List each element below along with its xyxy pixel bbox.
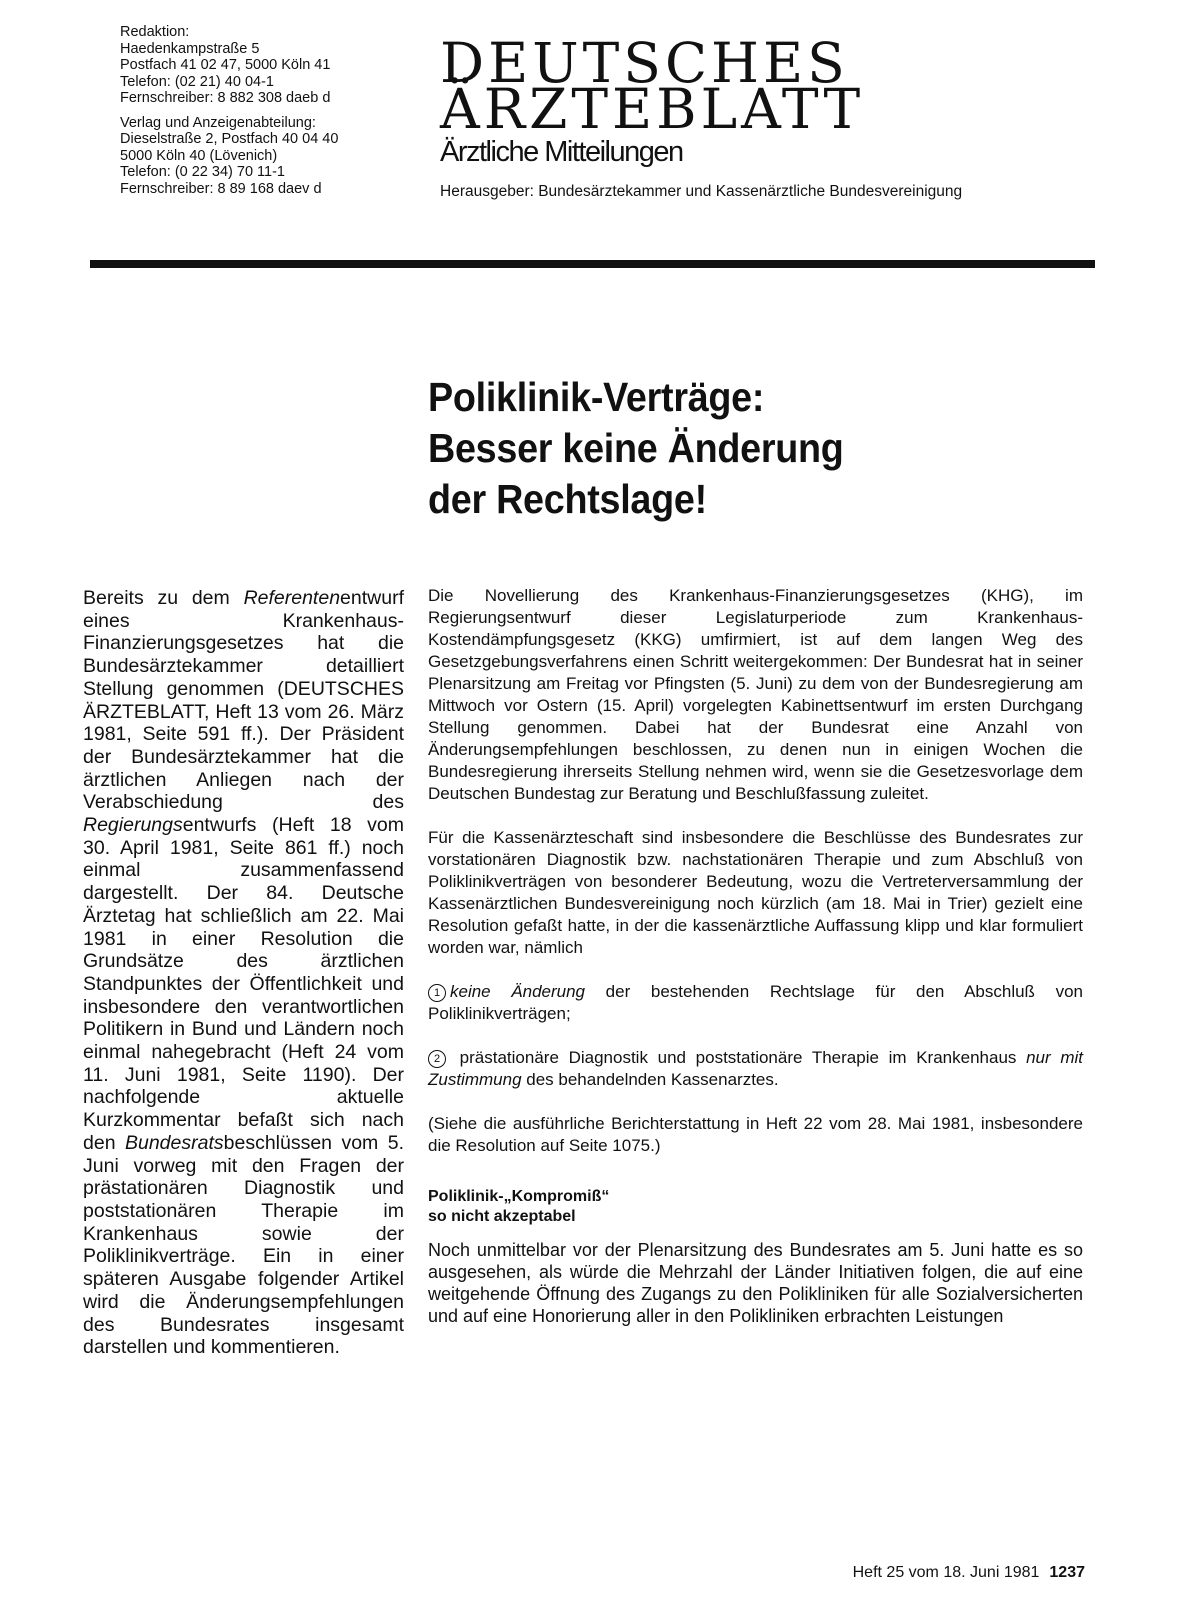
address-block <box>120 24 410 205</box>
headline-line: Besser keine Änderung <box>428 425 844 471</box>
item-text: des behandelnden Kassenarztes. <box>521 1070 779 1089</box>
item-emphasis: keine Änderung <box>450 982 586 1001</box>
subheading-line: Poliklinik-„Kompromiß“ <box>428 1188 610 1205</box>
address-line: Haedenkampstraße 5 <box>120 40 260 57</box>
address-line: 5000 Köln 40 (Lövenich) <box>120 147 278 164</box>
body-paragraph: (Siehe die ausführliche Berichterstattung in Heft 22 vom 28. Mai 1981, insbesondere die Resolution auf Seite 1075.) <box>428 1114 1083 1155</box>
demand-item-1 <box>428 981 1083 1025</box>
headline-line: Poliklinik-Verträge: <box>428 374 765 420</box>
masthead-subtitle: Ärztliche Mitteilungen <box>440 136 683 168</box>
sidebar-text: entwurf eines Krankenhaus-Finanzierungsgesetzes hat die Bundesärztekammer detailliert Stellung genommen (DEUTSCHES ÄRZTEBLATT, Heft 13 vom 26. März 1981, Seite 591 ff.). Der Präsident der Bundesärztekammer hat die ärztlichen Anliegen nach der Verabschiedung des <box>83 587 404 814</box>
item-emphasis: nur mit Zustimmung <box>428 1048 1083 1089</box>
sidebar-emphasis: Referenten <box>243 587 341 609</box>
masthead-title-line-2: ÄRZTEBLATT <box>440 77 865 141</box>
sidebar-text: Bereits zu dem <box>83 587 244 609</box>
address-line: Postfach 41 02 47, 5000 Köln 41 <box>120 57 331 73</box>
address-line: Telefon: (0 22 34) 70 11-1 <box>120 164 285 180</box>
body-paragraph: Die Novellierung des Krankenhaus-Finanzierungsgesetzes (KHG), im Regierungsentwurf dieser Legislaturperiode zum Krankenhaus-Kostendämpfungsgesetz (KKG) umfirmiert, ist auf dem langen Weg des Gesetzgebungsverfahrens einen Schritt weitergekommen: Der Bundesrat hat in seiner Plenarsitzung am Freitag vor Pfingsten (5. Juni) zu dem von der Bundesregierung am Mittwoch vor Ostern (15. April) vorgelegten Kabinettsentwurf im ersten Durchgang Stellung genommen. Dabei hat der Bundesrat eine Anzahl von Änderungsempfehlungen beschlossen, zu denen nun in einigen Wochen die Bundesregierung ihrerseits Stellung nehmen wird, wenn sie die Gesetzesvorlage dem Deutschen Bundestag zur Beratung und Beschlußfassung zuleitet. <box>428 586 1083 803</box>
headline-line: der Rechtslage! <box>428 476 707 522</box>
intro-sidebar <box>83 587 404 1359</box>
sidebar-text: entwurfs (Heft 18 vom 30. April 1981, Seite 861 ff.) noch einmal zusammenfassend dargestellt. Der 84. Deutsche Ärztetag hat schließlich am 22. Mai 1981 in einer Resolution die Grundsätze des ärztlichen Standpunktes der Öffentlichkeit und insbesondere den verantwortlichen Politikern in Bund und Ländern noch einmal nahegebracht (Heft 24 vom 11. Juni 1981, Seite 1190). Der nachfolgende aktuelle Kurzkommentar befaßt sich nach den <box>83 814 404 1154</box>
issue-info: Heft 25 vom 18. Juni 1981 <box>852 1564 1040 1581</box>
subheading-line: so nicht akzeptabel <box>428 1208 576 1225</box>
publisher-address <box>120 115 410 198</box>
publisher-line: Herausgeber: Bundesärztekammer und Kassenärztliche Bundesvereinigung <box>440 183 963 200</box>
body-paragraph: Für die Kassenärzteschaft sind insbesondere die Beschlüsse des Bundesrates zur vorstationären Diagnostik bzw. nachstationären Therapie und zum Abschluß von Poliklinikverträgen von besonderer Bedeutung, wozu die Vertreterversammlung der Kassenärztlichen Bundesvereinigung noch kürzlich (am 18. Mai in Trier) gezielt eine Resolution gefaßt hatte, in der die kassenärztliche Auffassung klipp und klar formuliert worden war, nämlich <box>428 828 1083 957</box>
address-line: Verlag und Anzeigenabteilung: <box>120 114 316 131</box>
item-text: prästationäre Diagnostik und poststationäre Therapie im Krankenhaus <box>450 1048 1027 1067</box>
body-paragraph: Noch unmittelbar vor der Plenarsitzung des Bundesrates am 5. Juni hatte es so ausgesehen, als würde die Mehrzahl der Länder Initiativen folgen, die auf eine weitgehende Öffnung des Zugangs zu den Polikliniken für alle Sozialversicherten und auf eine Honorierung aller in den Polikliniken erbrachten Leistungen <box>428 1240 1083 1326</box>
sidebar-emphasis: Bundesrats <box>124 1131 224 1154</box>
demand-item-2 <box>428 1047 1083 1091</box>
address-line: Fernschreiber: 8 89 168 daev d <box>120 180 322 197</box>
address-line: Fernschreiber: 8 882 308 daeb d <box>120 90 331 106</box>
article-body <box>428 585 1083 1349</box>
circled-number-1: 1 <box>428 984 446 1002</box>
article-headline <box>428 372 1035 525</box>
page-number: 1237 <box>1049 1564 1085 1581</box>
page-footer <box>780 1564 1085 1582</box>
sidebar-emphasis: Regierungs <box>83 814 183 837</box>
masthead-title-line-1: DEUTSCHES <box>440 31 849 95</box>
circled-number-2: 2 <box>428 1050 446 1068</box>
address-line: Dieselstraße 2, Postfach 40 04 40 <box>120 131 339 147</box>
address-line: Telefon: (02 21) 40 04-1 <box>120 73 274 90</box>
editorial-address <box>120 24 410 107</box>
sidebar-text: beschlüssen vom 5. Juni vorweg mit den Fragen der prästationären Diagnostik und poststationären Therapie im Krankenhaus sowie der Poliklinikverträge. Ein in einer späteren Ausgabe folgender Artikel wird die Änderungsempfehlungen des Bundesrates insgesamt darstellen und kommentieren. <box>83 1131 404 1359</box>
masthead <box>440 31 1100 201</box>
address-line: Redaktion: <box>120 24 190 40</box>
section-subheading <box>428 1187 1083 1227</box>
header-rule <box>90 260 1095 268</box>
item-text: der bestehenden Rechtslage für den Abschluß von Poliklinikverträgen; <box>428 982 1083 1023</box>
